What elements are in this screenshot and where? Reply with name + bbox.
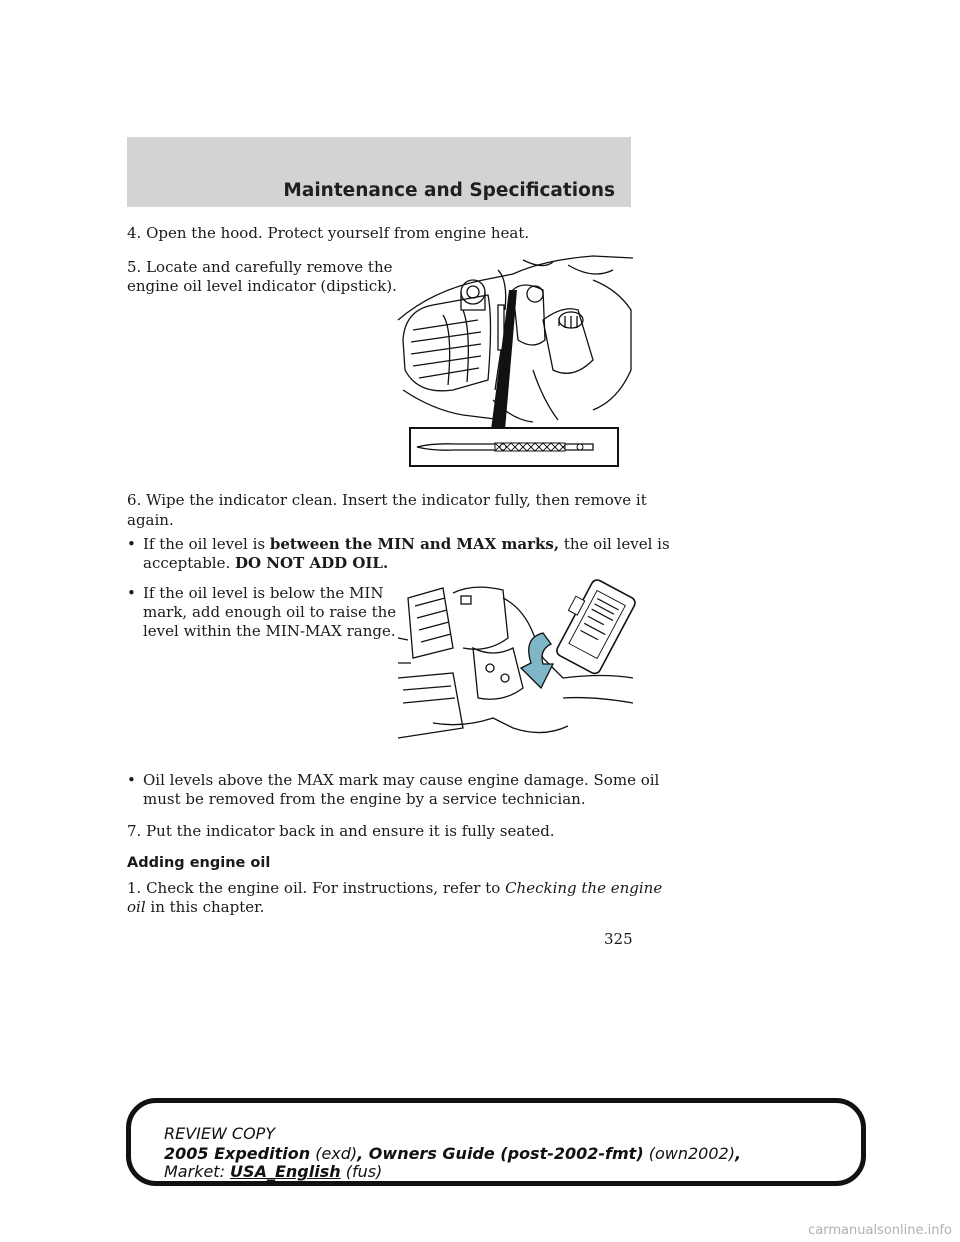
bullet-marker: • (127, 535, 136, 553)
review-copy-label: REVIEW COPY (164, 1124, 276, 1143)
step-4-text: 4. Open the hood. Protect yourself from engine heat. (127, 224, 530, 242)
bullet-3-line2: must be removed from the engine by a service technician. (143, 790, 586, 808)
step-7-text: 7. Put the indicator back in and ensure it is fully seated. (127, 822, 555, 840)
dipstick-location-illustration (393, 250, 638, 476)
section-header-band (127, 137, 631, 207)
adding-step-1-line1: 1. Check the engine oil. For instructions, refer to Checking the engine (127, 879, 663, 897)
bullet-1-line2: acceptable. DO NOT ADD OIL. (143, 554, 389, 572)
page-number: 325 (604, 930, 633, 948)
bullet-3-line1: Oil levels above the MAX mark may cause engine damage. Some oil (143, 771, 660, 789)
step-5-line1: 5. Locate and carefully remove the (127, 258, 393, 276)
bullet-1-line1: If the oil level is between the MIN and MAX marks, the oil level is (143, 535, 670, 553)
adding-engine-oil-heading: Adding engine oil (127, 855, 271, 871)
adding-step-1-line2: oil in this chapter. (127, 898, 265, 916)
bullet-2-line2: mark, add enough oil to raise the (143, 603, 397, 621)
step-6-line1: 6. Wipe the indicator clean. Insert the indicator fully, then remove it (127, 491, 647, 509)
review-copy-product: 2005 Expedition (exd), Owners Guide (post-2002-fmt) (own2002), (164, 1144, 742, 1163)
bullet-2-line3: level within the MIN-MAX range. (143, 622, 396, 640)
section-title: Maintenance and Specifications (283, 180, 615, 201)
step-5-line2: engine oil level indicator (dipstick). (127, 277, 397, 295)
watermark: carmanualsonline.info (808, 1223, 952, 1238)
bullet-2-line1: If the oil level is below the MIN (143, 584, 384, 602)
step-6-line2: again. (127, 511, 174, 529)
bullet-marker: • (127, 771, 136, 789)
review-copy-market: Market: USA_English (fus) (164, 1162, 383, 1181)
bullet-marker: • (127, 584, 136, 602)
adding-oil-illustration (393, 578, 638, 747)
